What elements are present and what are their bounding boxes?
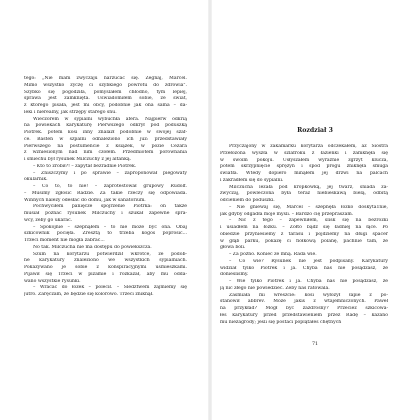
- text-line: – Nie gniewaj się, Marcel – szepnęła łóżko doskyta1nie,: [229, 204, 388, 210]
- text-line: – Za późno. Koniec ze mną. Rada wie.: [229, 252, 317, 257]
- text-line: No tak. Milczucha nie ma dostępu do powiekszcza.: [33, 244, 152, 250]
- text-line: Winnych należy odesłać do domu, jak w sanatorium.: [24, 197, 146, 203]
- text-line: – Spokojnie – szepnąłem – to nie może być ona. Obaj: [33, 224, 187, 230]
- text-line: i zakradłem się do sypialni.: [220, 177, 284, 183]
- text-line: ce. Basten w szpalni odnaleziono ich już: przedstawiały: [24, 136, 187, 142]
- text-line: Przyczajony w zakamarku korytarza odczekałem, aż Siostra: [229, 144, 388, 149]
- text-line: z którego pisała, jest mi obcy, podobnie jak ona sama – da-: [24, 103, 187, 108]
- text-line: w swoim pokoju. Usłyszałem wyraźnie zgrzyt klucza,: [220, 157, 388, 163]
- text-line: musiał poznać rysunek Milczuchy i szukał zapewne spra-: [24, 211, 187, 216]
- text-line: mu niezagrody; jeśli się postaci poplątałeś chętnych: [220, 319, 342, 325]
- text-line: – Kto to zrobił?! – zapytał bezradnie Piotrek.: [33, 163, 137, 169]
- text-line: w głąb parku, pokażę ci fiołkową polanę, pachnie tam, że: [220, 238, 388, 244]
- text-line: Trzeci moment nie mogła zabrać...: [24, 238, 105, 243]
- text-line: – Co wie? Rysunek nie jest podpisany. Karykatury: [229, 258, 388, 264]
- text-line: odcieniem do poduszki.: [220, 198, 275, 203]
- chapter-title: Rozdział 3: [297, 127, 333, 134]
- text-line: Pochwyciłem panięcze spojrzenie Piotrka: on także: [33, 204, 187, 210]
- text-line: Milczucha leżała pod kropkówką, jej twarz, śniada za-: [229, 184, 388, 190]
- text-line: głowa boli.: [220, 245, 246, 251]
- text-line: Piotrek. potem kosi inny znalazł podobnie w swojej szaf-: [24, 130, 187, 135]
- text-line: światła. Wtedy dopiero minąłem jej drzwi na palcach: [220, 171, 388, 176]
- text-line: Pijawił się Trzeci w piżamie i rozkazał, aby mu odda-: [24, 271, 187, 277]
- text-line: jak gdyby odgadła moje myśli. – Bardzo cię przepraszam.: [220, 211, 354, 217]
- text-line: Szybko się pogodziła, pomyślałem chłodno, tym lepiej,: [24, 89, 187, 95]
- text-line: zwyczaj, powleczona była teraz niebieskawą bielą, odbitą: [220, 191, 388, 197]
- text-line: na przykład? Mógł być zazdrosny? Przecież szkicowa-: [220, 306, 388, 311]
- text-line: Przełożona wyszła w szlafroku z łazienki i zamknęła się: [220, 150, 388, 156]
- text-line: i śmiechu był rysunek Milczuchy z jej altanką.: [24, 157, 132, 162]
- right-page-text: [220, 144, 388, 326]
- text-line: szkicownik pocięła. Zresztą to trzeba kogoś poprosić...: [24, 231, 187, 237]
- text-line: Mimo wszystko życzę ci szybkiego powrotu do zdrowia".: [24, 82, 187, 88]
- text-line: ją nic złego nie powiedzieć. Żeby nas ratowala.: [220, 285, 330, 291]
- text-line: doniesliśmy.: [220, 272, 249, 278]
- text-line: jutro. Zaręczam, że będzie się kolorowo. Trzeci zniknął.: [24, 292, 154, 297]
- text-line: potem skrzypnięcie sprężyn i spod progu zniknęła smuga: [220, 164, 388, 170]
- text-line: Pierwszego na postumencie z książek, w pozie Cezara: [24, 143, 187, 149]
- left-page-text: [24, 76, 187, 299]
- text-line: okularnik.: [24, 177, 48, 183]
- text-line: Szum na korytarzu potwierdził wkrótce, że podob-: [33, 251, 187, 257]
- text-line: sprawa jest zamknięta. Uświadomiłem sobie, że świat,: [24, 96, 187, 102]
- text-line: stanowił abbrev. Może jakiś z wtajemniczonych. Paweł: [220, 299, 388, 305]
- text-line: – Wracać do łóżek – polecił. – Śledztwem zajmiemy się: [33, 285, 187, 291]
- text-line: tego: „Nie mam zwyczaju narzucać się. Żegnaj, Marcel.: [24, 76, 187, 81]
- text-line: na powiekach karykaturę Pierwszego odkrył pod poduszką: [24, 123, 187, 129]
- page-number: 71: [311, 342, 319, 347]
- text-line: – Wie tylko Piotrek i ja. Chyba nas nie posądzasz, że: [229, 279, 388, 284]
- text-line: wano wszystkie rysunki.: [24, 278, 81, 284]
- text-line: Pokazywano je sobie z konspiracyjnymi uśmieszkami.: [24, 265, 187, 270]
- text-line: i usiadłem na łóżku. – Żółto bądź się ładniej na łące. Po: [220, 225, 388, 230]
- text-line: leki i nierealny, jak strzępy starego snu.: [24, 109, 117, 115]
- text-line: – Zniszczymy i po sprawie – zaproponował piegowaty: [33, 170, 187, 176]
- text-line: – Musimy zgłosić Radzie. Za takie rzeczy się odpowiada.: [24, 190, 187, 196]
- text-line: z wzniesionym nad nim czołem. Przedmiotem porównania: [24, 150, 187, 156]
- text-line: ne karykatury znaleziono we wszystkich sypialniach.: [24, 258, 187, 264]
- text-line: Zaśmiała mi wreszcie: kosi wyłożył łapie z po-: [229, 292, 388, 298]
- right-page: [210, 0, 420, 420]
- text-line: Wieczorem w sypialni wybuchła afera. Najpierw odkrią: [33, 116, 187, 122]
- text-line: obiedzie przyniesiemy z tarasu i pójdziemy na długi spacer: [220, 231, 388, 237]
- text-line: wcy, żeby go ukarać.: [24, 217, 73, 223]
- text-line: – Nic z tego – zapewniłem, ślisk się na bezrozki: [229, 218, 388, 224]
- text-line: łeś karykatury przed przedstawieniem przez Radę – kazano: [220, 312, 388, 318]
- text-line: – Co to, to nie! – zaprotestował grupowy Rudolf.: [33, 184, 187, 189]
- text-line: widział tylko Piotrek i ja. Chyba nas nie posądzasz, że: [220, 265, 388, 271]
